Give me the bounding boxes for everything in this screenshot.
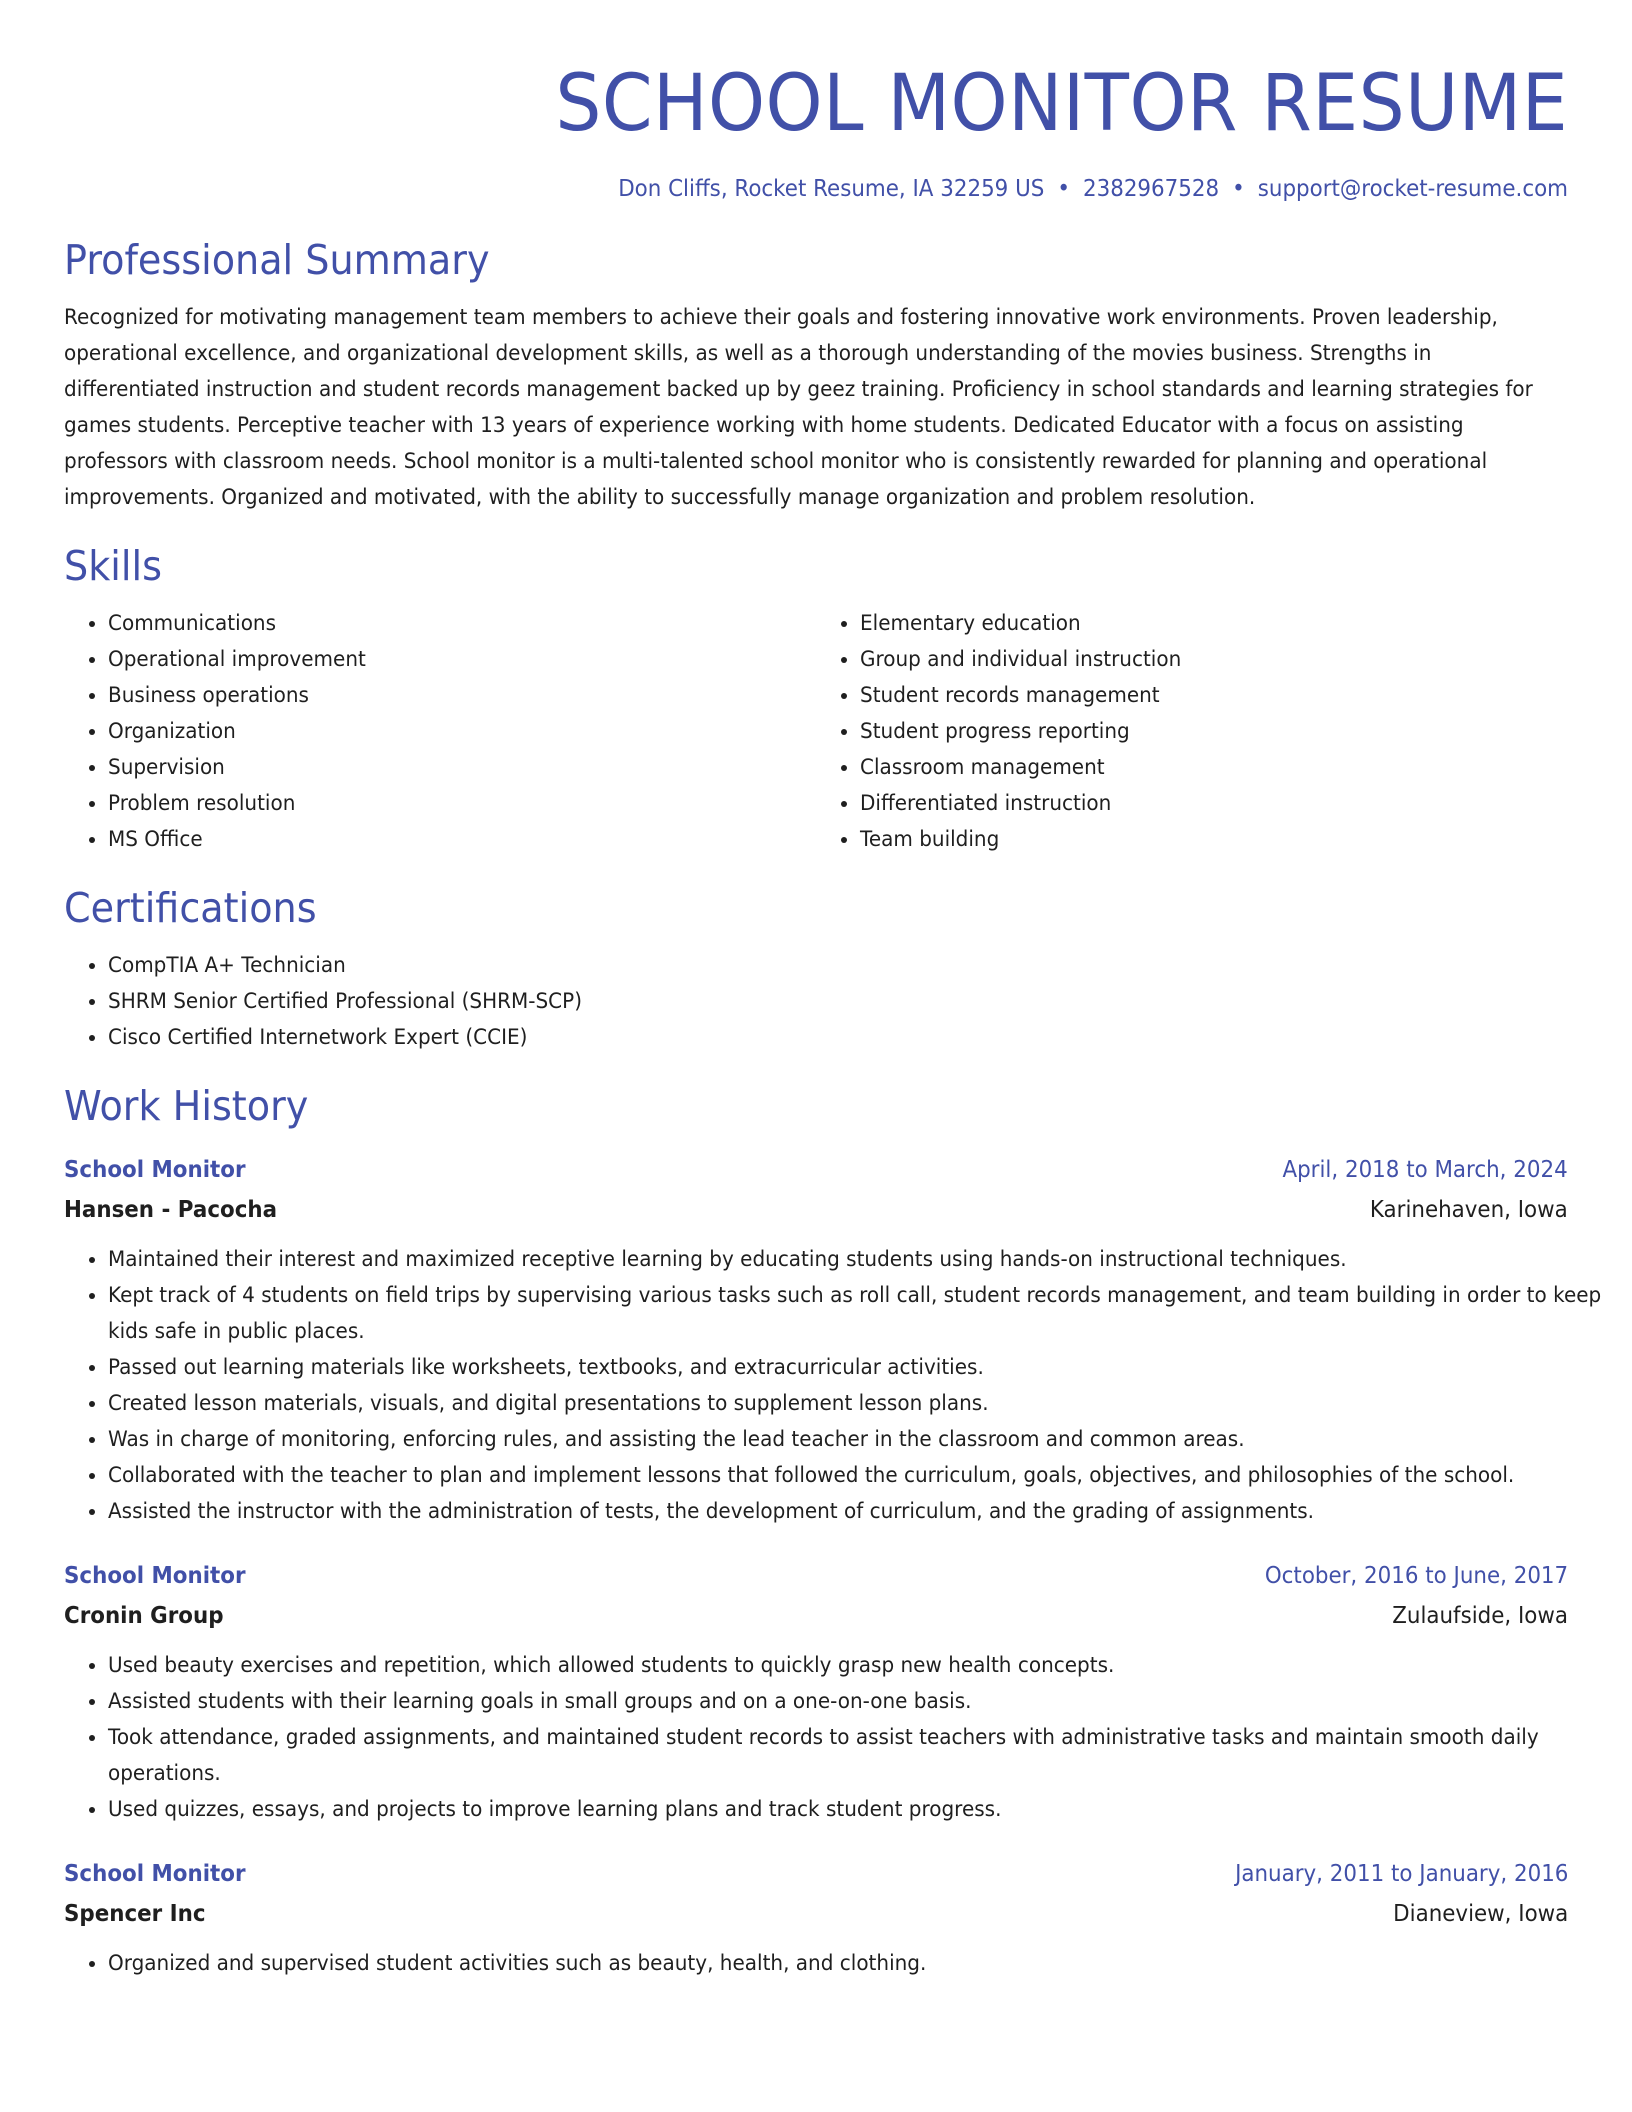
summary-section (64, 234, 1568, 516)
certifications-list (64, 948, 1568, 1056)
job-bullet: • Assisted the instructor with the administration of tests, the development of curriculum, and the grading of assignments. (108, 1494, 1568, 1530)
job-bullet: • Organized and supervised student activities such as beauty, health, and clothing. (108, 1946, 1568, 1982)
skill-item: • Problem resolution (108, 786, 816, 822)
skill-item: • Student records management (860, 678, 1568, 714)
job-dates: October, 2016 to June, 2017 (1264, 1563, 1568, 1589)
job-title: School Monitor (64, 1861, 246, 1887)
summary-text: Recognized for motivating management team members to achieve their goals and fostering innovative work environments. Proven leadership, operational excellence, and organizational development skills, as well as a thorough understanding of the movies business. Strengths in differentiated instruction and student records management backed up by geez training. Proficiency in school standards and learning strategies for games students. Perceptive teacher with 13 years of experience working with home students. Dedicated Educator with a focus on assisting professors with classroom needs. School monitor is a multi-talented school monitor who is consistently rewarded for planning and operational improvements. Organized and motivated, with the ability to successfully manage organization and problem resolution. (64, 305, 1533, 510)
job-dates: April, 2018 to March, 2024 (1282, 1157, 1568, 1183)
work-history-section (64, 1080, 1602, 1982)
job-title: School Monitor (64, 1563, 246, 1589)
contact-separator: • (1057, 176, 1070, 202)
job-company: Cronin Group (64, 1603, 224, 1629)
skill-item: • Student progress reporting (860, 714, 1568, 750)
job-bullets (64, 1648, 1568, 1828)
skill-item: • Communications (108, 606, 816, 642)
job-bullet: • Kept track of 4 students on field trips by supervising various tasks such as roll call, student records management, and team building in order to keep kids safe in public places. (108, 1278, 1568, 1350)
contact-phone: 2382967528 (1082, 176, 1220, 202)
job-title: School Monitor (64, 1157, 246, 1183)
skill-item: • Supervision (108, 750, 816, 786)
certification-item: • CompTIA A+ Technician (108, 948, 1568, 984)
skill-item: • Classroom management (860, 750, 1568, 786)
contact-email[interactable]: support@rocket-resume.com (1257, 176, 1568, 202)
job-bullet: • Passed out learning materials like worksheets, textbooks, and extracurricular activities. (108, 1350, 1568, 1386)
job-bullets (64, 1946, 1568, 1982)
job-bullet: • Was in charge of monitoring, enforcing rules, and assisting the lead teacher in the classroom and common areas. (108, 1422, 1568, 1458)
job-location: Dianeview, Iowa (1392, 1901, 1568, 1927)
job-bullet: • Collaborated with the teacher to plan and implement lessons that followed the curriculum, goals, objectives, and philosophies of the school. (108, 1458, 1568, 1494)
skill-item: • Elementary education (860, 606, 1568, 642)
skill-item: • Differentiated instruction (860, 786, 1568, 822)
skill-item: • Organization (108, 714, 816, 750)
work-history-heading: Work History (64, 1082, 309, 1130)
skill-item: • MS Office (108, 822, 816, 858)
skill-item: • Operational improvement (108, 642, 816, 678)
job-bullet: • Created lesson materials, visuals, and digital presentations to supplement lesson plans. (108, 1386, 1568, 1422)
job-dates: January, 2011 to January, 2016 (1234, 1861, 1568, 1887)
summary-heading: Professional Summary (64, 236, 490, 284)
skill-item: • Group and individual instruction (860, 642, 1568, 678)
skills-heading: Skills (64, 542, 162, 590)
job-bullet: • Took attendance, graded assignments, and maintained student records to assist teachers with administrative tasks and maintain smooth daily operations. (108, 1720, 1568, 1792)
resume-title: SCHOOL MONITOR RESUME (555, 59, 1568, 149)
skills-columns (64, 592, 1568, 858)
contact-separator: • (1232, 176, 1245, 202)
job-entry (64, 1556, 1568, 1828)
job-location: Zulaufside, Iowa (1392, 1603, 1568, 1629)
job-company: Hansen - Pacocha (64, 1197, 278, 1223)
resume-header (64, 56, 1568, 206)
job-company: Spencer Inc (64, 1901, 206, 1927)
job-location: Karinehaven, Iowa (1370, 1197, 1568, 1223)
contact-line (169, 172, 1568, 206)
skill-item: • Team building (860, 822, 1568, 858)
job-bullets (64, 1242, 1602, 1530)
certification-item: • SHRM Senior Certified Professional (SHRM-SCP) (108, 984, 1568, 1020)
job-entry (64, 1150, 1602, 1530)
job-bullet: • Maintained their interest and maximized receptive learning by educating students using hands-on instructional techniques. (108, 1242, 1568, 1278)
job-entry (64, 1854, 1568, 1982)
job-bullet: • Assisted students with their learning goals in small groups and on a one-on-one basis. (108, 1684, 1568, 1720)
skills-section (64, 540, 1568, 858)
skills-list-left (64, 606, 816, 858)
skills-list-right (816, 606, 1568, 858)
job-bullet: • Used beauty exercises and repetition, which allowed students to quickly grasp new health concepts. (108, 1648, 1568, 1684)
contact-address: Don Cliffs, Rocket Resume, IA 32259 US (618, 176, 1045, 202)
skill-item: • Business operations (108, 678, 816, 714)
job-bullet: • Used quizzes, essays, and projects to improve learning plans and track student progress. (108, 1792, 1568, 1828)
certifications-section (64, 882, 1568, 1056)
certification-item: • Cisco Certified Internetwork Expert (CCIE) (108, 1020, 1568, 1056)
certifications-heading: Certifications (64, 884, 317, 932)
